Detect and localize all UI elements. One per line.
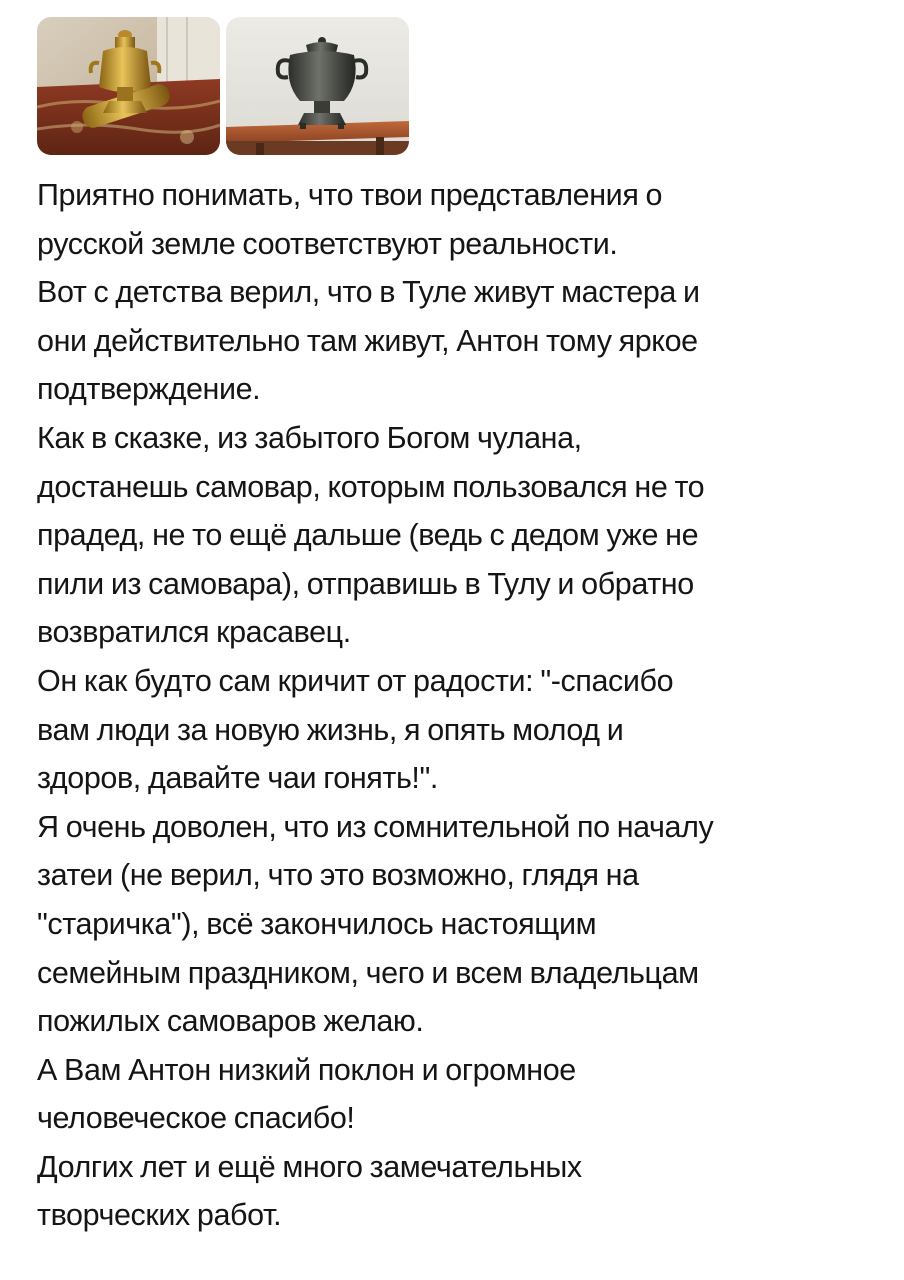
review-line: вам люди за новую жизнь, я опять молод и — [37, 712, 624, 747]
review-line: семейным праздником, чего и всем владельцам — [37, 955, 699, 990]
review-line: "старичка"), всё закончилось настоящим — [37, 906, 597, 941]
photo-thumbnail-golden-samovar[interactable] — [37, 17, 220, 155]
review-text — [37, 171, 887, 1240]
review-line: они действительно там живут, Антон тому яркое — [37, 323, 698, 358]
golden-samovar-photo-icon — [37, 17, 220, 155]
review-line: творческих работ. — [37, 1198, 282, 1233]
review-line: затеи (не верил, что это возможно, глядя на — [37, 858, 639, 893]
attachment-gallery — [37, 17, 409, 155]
review-line: Долгих лет и ещё много замечательных — [37, 1149, 582, 1184]
review-line: пили из самовара), отправишь в Тулу и обратно — [37, 566, 694, 601]
review-line: здоров, давайте чаи гонять!". — [37, 761, 439, 796]
photo-thumbnail-dark-samovar[interactable] — [226, 17, 409, 155]
review-line: подтверждение. — [37, 372, 261, 407]
review-line: возвратился красавец. — [37, 615, 351, 650]
review-line: Как в сказке, из забытого Богом чулана, — [37, 420, 582, 455]
review-line: достанешь самовар, которым пользовался не то — [37, 469, 705, 504]
review-line: Я очень доволен, что из сомнительной по началу — [37, 809, 714, 844]
review-line: человеческое спасибо! — [37, 1101, 355, 1136]
review-line: А Вам Антон низкий поклон и огромное — [37, 1052, 576, 1087]
review-line: Он как будто сам кричит от радости: "-спасибо — [37, 663, 674, 698]
review-line: Вот с детства верил, что в Туле живут мастера и — [37, 275, 700, 310]
review-line: прадед, не то ещё дальше (ведь с дедом уже не — [37, 518, 699, 553]
review-line: русской земле соответствуют реальности. — [37, 226, 618, 261]
review-line: Приятно понимать, что твои представления о — [37, 178, 663, 212]
dark-samovar-photo-icon — [226, 17, 409, 155]
review-line: пожилых самоваров желаю. — [37, 1004, 424, 1039]
